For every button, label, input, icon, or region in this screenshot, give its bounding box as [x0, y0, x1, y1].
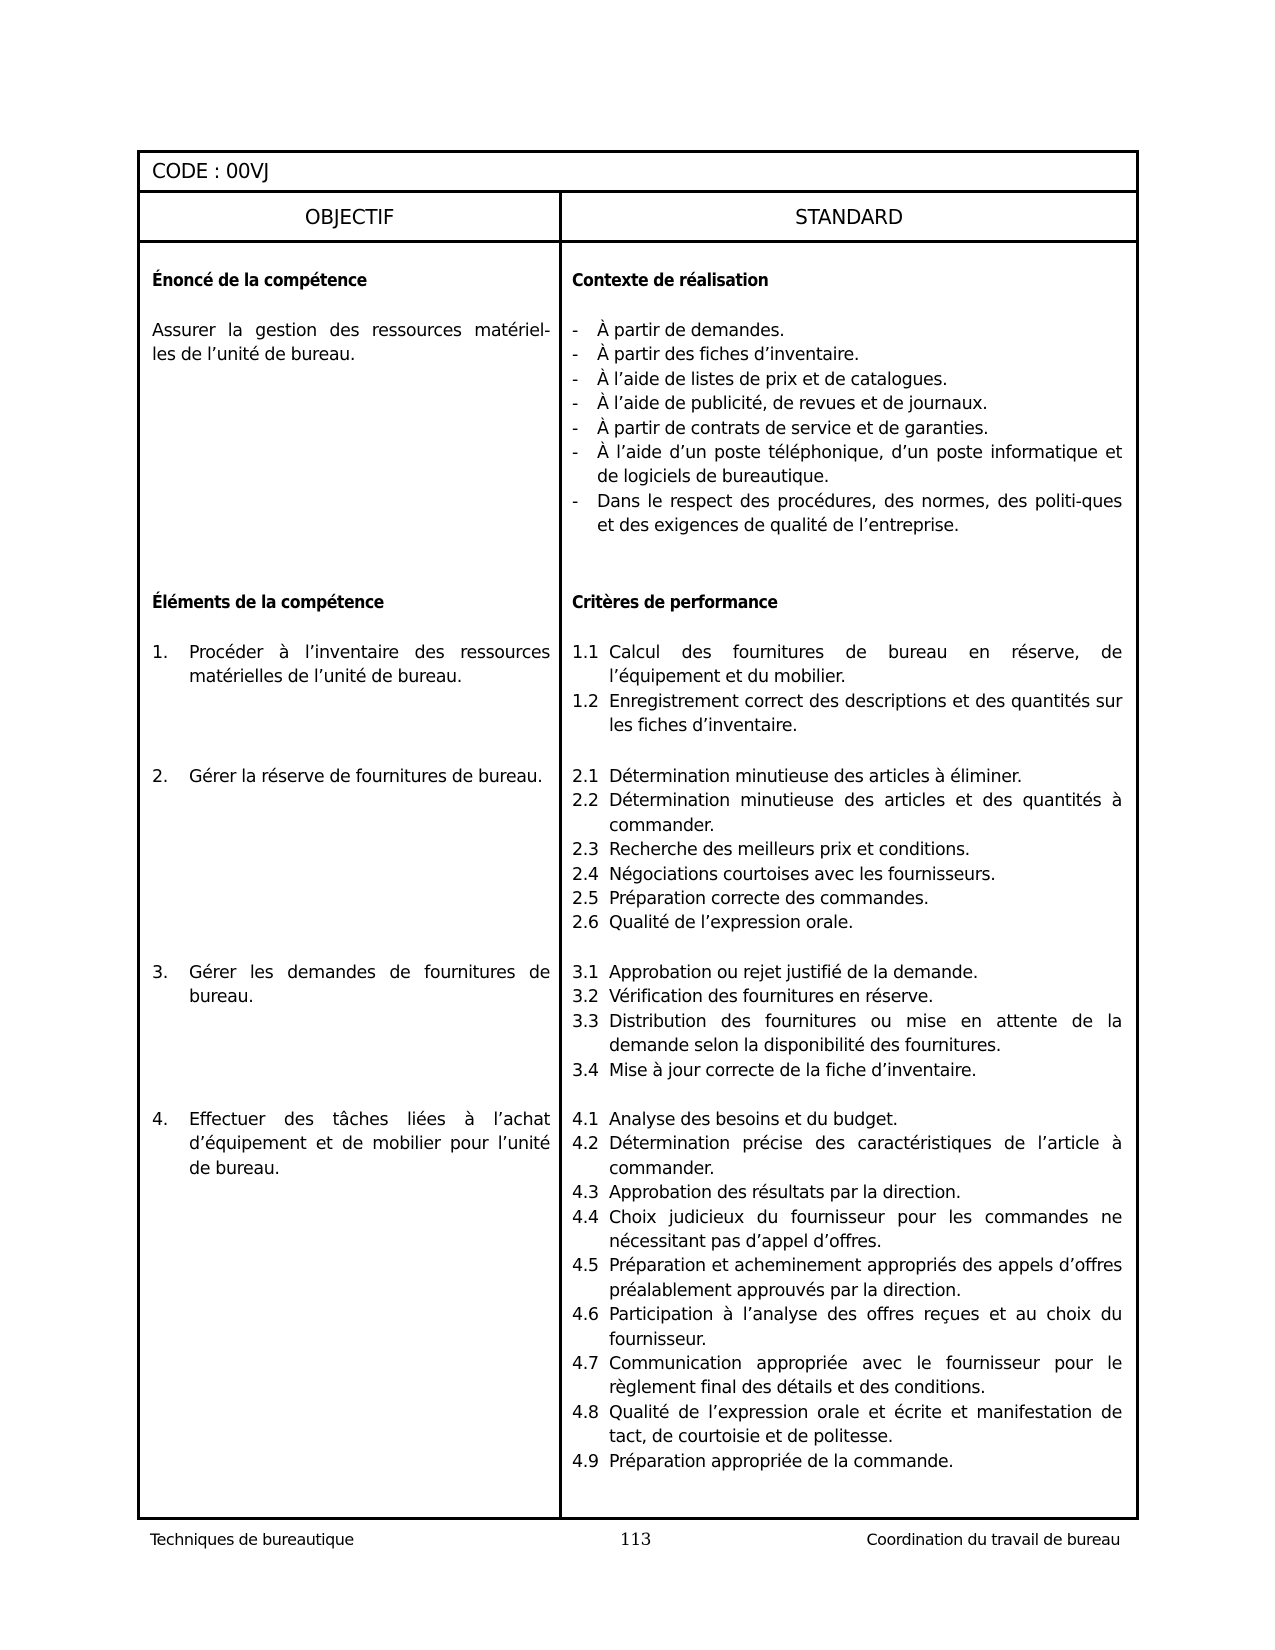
criteres-group-3: [572, 961, 1122, 1083]
critere-item: 2.6 Qualité de l’expression orale.: [572, 913, 854, 934]
page-footer: [150, 1530, 1120, 1554]
criteres-group-1: [572, 641, 1122, 739]
footer-module: Coordination du travail de bureau: [866, 1530, 1120, 1549]
footer-program: Techniques de bureautique: [150, 1530, 354, 1549]
element-item: 2. Gérer la réserve de fournitures de bureau.: [152, 767, 543, 787]
critere-item: 4.9 Préparation appropriée de la commande.: [572, 1451, 954, 1472]
critere-item: 4.7 Communication appropriée avec le fournisseur pour le règlement final des détails et des conditions.: [572, 1354, 1122, 1399]
column-divider: [559, 243, 562, 1517]
enonce-title: Énoncé de la compétence: [152, 271, 367, 291]
critere-item: 2.4 Négociations courtoises avec les fournisseurs.: [572, 864, 996, 885]
critere-item: 3.2 Vérification des fournitures en réserve.: [572, 987, 934, 1008]
enonce-text: Assurer la gestion des ressources matériel- les de l’unité de bureau.: [152, 321, 550, 366]
criteres-title: Critères de performance: [572, 593, 778, 613]
contexte-title: Contexte de réalisation: [572, 271, 769, 291]
element-item: 1. Procéder à l’inventaire des ressources matérielles de l’unité de bureau.: [152, 643, 550, 688]
contexte-item: - À l’aide de publicité, de revues et de journaux.: [572, 394, 988, 415]
code-row: CODE : 00VJ: [140, 153, 1136, 193]
contexte-list: [572, 319, 1122, 539]
contexte-item: - À partir des fiches d’inventaire.: [572, 345, 860, 366]
critere-item: 2.5 Préparation correcte des commandes.: [572, 889, 929, 910]
critere-item: 4.1 Analyse des besoins et du budget.: [572, 1110, 898, 1130]
critere-item: 3.4 Mise à jour correcte de la fiche d’inventaire.: [572, 1060, 977, 1081]
critere-item: 4.6 Participation à l’analyse des offres reçues et au choix du fournisseur.: [572, 1305, 1122, 1350]
header-objectif: OBJECTIF: [140, 193, 562, 240]
elements-title: Éléments de la compétence: [152, 593, 384, 613]
critere-item: 3.3 Distribution des fournitures ou mise en attente de la demande selon la disponibilité des fournitures.: [572, 1011, 1122, 1057]
critere-item: 2.3 Recherche des meilleurs prix et conditions.: [572, 840, 970, 861]
element-item: 3. Gérer les demandes de fournitures de bureau.: [152, 963, 550, 1008]
contexte-item: - Dans le respect des procédures, des normes, des politi-ques et des exigences de qualité de l’entreprise.: [572, 491, 1122, 537]
competency-table: [137, 150, 1139, 1520]
contexte-item: - À partir de demandes.: [572, 321, 785, 341]
critere-item: 4.2 Détermination précise des caractéristiques de l’article à commander.: [572, 1134, 1122, 1179]
critere-item: 4.8 Qualité de l’expression orale et écrite et manifestation de tact, de courtoisie et de politesse.: [572, 1402, 1122, 1448]
critere-item: 4.4 Choix judicieux du fournisseur pour les commandes ne nécessitant pas d’appel d’offres.: [572, 1207, 1122, 1253]
critere-item: 2.1 Détermination minutieuse des articles à éliminer.: [572, 767, 1022, 787]
critere-item: 4.3 Approbation des résultats par la direction.: [572, 1183, 961, 1204]
critere-item: 3.1 Approbation ou rejet justifié de la demande.: [572, 963, 978, 983]
header-standard: STANDARD: [795, 204, 903, 229]
contexte-item: - À partir de contrats de service et de garanties.: [572, 418, 989, 439]
page-number: 113: [620, 1530, 651, 1550]
critere-item: 1.1 Calcul des fournitures de bureau en réserve, de l’équipement et du mobilier.: [572, 643, 1122, 688]
criteres-group-4: [572, 1108, 1122, 1474]
contexte-item: - À l’aide de listes de prix et de catalogues.: [572, 369, 948, 390]
element-item: 4. Effectuer des tâches liées à l’achat d’équipement et de mobilier pour l’unité de bureau.: [152, 1110, 550, 1179]
header-row: [140, 193, 1136, 243]
criteres-group-2: [572, 765, 1122, 936]
critere-item: 4.5 Préparation et acheminement appropriés des appels d’offres préalablement approuvés par la direction.: [572, 1256, 1122, 1301]
critere-item: 2.2 Détermination minutieuse des articles et des quantités à commander.: [572, 791, 1122, 836]
critere-item: 1.2 Enregistrement correct des descriptions et des quantités sur les fiches d’inventaire.: [572, 691, 1122, 737]
contexte-item: - À l’aide d’un poste téléphonique, d’un poste informatique et de logiciels de bureautique.: [572, 443, 1122, 488]
